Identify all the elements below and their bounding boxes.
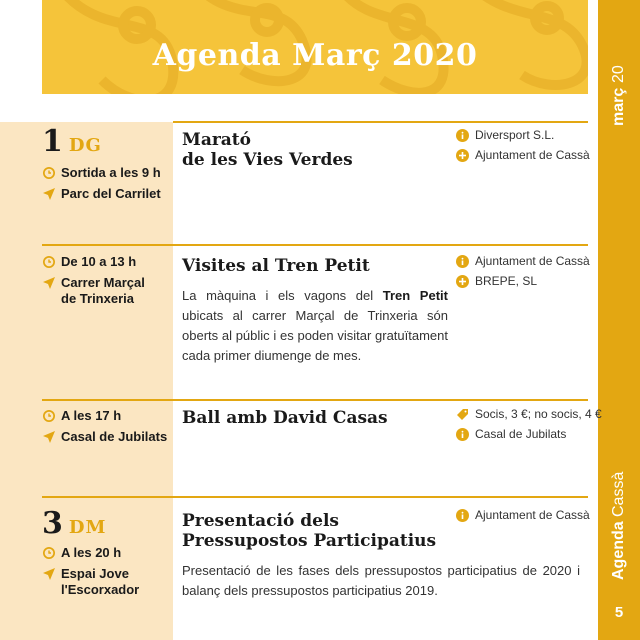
page-number: 5 [614,604,624,621]
divider [42,244,173,246]
event-place-line: Espai Jove [61,566,129,581]
organizer [456,407,602,421]
organizer-text: Ajuntament de Cassà [475,508,590,522]
organizer-text: Casal de Jubilats [475,427,567,441]
organizer-text: Diversport S.L. [475,128,555,142]
info-icon [456,129,469,142]
location-arrow-icon [42,276,56,290]
event-place [42,566,139,598]
event-place [42,186,161,202]
event-time [42,545,121,561]
event-place [42,275,145,307]
clock-icon [42,166,56,180]
event-title-line: de les Vies Verdes [182,150,353,170]
location-arrow-icon [42,567,56,581]
divider [173,244,588,246]
page-title: Agenda Març 2020 [152,38,478,73]
sidebar-month-name: març [610,87,627,126]
event-title [182,130,353,170]
event-place-text: Casal de Jubilats [61,429,168,444]
event-title-line: Marató [182,130,251,150]
event-title [182,511,436,551]
header-banner [42,0,588,94]
clock-icon [42,409,56,423]
event-description-text: La màquina i els vagons del [182,288,383,303]
organizer [456,128,554,142]
event-title-line: Presentació dels [182,511,339,531]
info-icon [456,509,469,522]
sidebar-month [606,36,632,126]
organizer-text: BREPE, SL [475,274,538,288]
organizer [456,274,537,288]
organizer-text: Socis, 3 €; no socis, 4 € [475,407,602,421]
day-number: 1 [42,124,63,159]
plus-icon [456,275,469,288]
event-time [42,165,161,181]
clock-icon [42,255,56,269]
divider [173,121,588,123]
event-place-line: l'Escorxador [61,582,140,597]
event-place-line: Carrer Marçal [61,275,145,290]
sidebar-year: 20 [610,65,627,84]
day-number: 3 [42,506,63,541]
sidebar-agenda [606,440,632,580]
ticket-icon [456,408,469,421]
event-time-text: Sortida a les 9 h [61,165,161,180]
event-time-text: A les 17 h [61,408,122,423]
divider [42,496,173,498]
organizer [456,427,566,441]
organizer [456,508,590,522]
divider [173,496,588,498]
event-description-text: ubicats al carrer Marçal de Trinxeria són oberts al públic i es poden visitar gratuïtament cada primer diumenge de mes. [182,308,448,363]
event-time [42,254,136,270]
sidebar-town: Cassà [610,471,627,517]
event-title: Ball amb David Casas [182,408,388,428]
event-place-line: de Trinxeria [61,291,134,306]
event-title: Visites al Tren Petit [182,256,370,276]
divider [173,399,588,401]
right-sidebar [598,0,640,640]
organizer [456,148,590,162]
day-name: DG [68,135,102,156]
event-description-bold: Tren Petit [382,288,448,303]
info-icon [456,255,469,268]
info-icon [456,428,469,441]
organizer-text: Ajuntament de Cassà [475,148,590,162]
day-heading [42,124,102,159]
location-arrow-icon [42,430,56,444]
sidebar-agenda-label: Agenda [610,521,627,580]
plus-icon [456,149,469,162]
day-heading [42,506,106,541]
day-name: DM [68,517,107,538]
event-place-text: Parc del Carrilet [61,186,161,201]
event-description: Presentació de les fases dels pressupostos participatius de 2020 i balanç dels pressupostos participatius 2019. [182,563,580,598]
clock-icon [42,546,56,560]
event-description [182,286,448,366]
event-time [42,408,121,424]
organizer [456,254,590,268]
location-arrow-icon [42,187,56,201]
organizer-text: Ajuntament de Cassà [475,254,590,268]
divider [42,399,173,401]
event-title-line: Pressupostos Participatius [182,531,437,551]
event-time-text: A les 20 h [61,545,122,560]
event-time-text: De 10 a 13 h [61,254,137,269]
event-place [42,429,167,445]
